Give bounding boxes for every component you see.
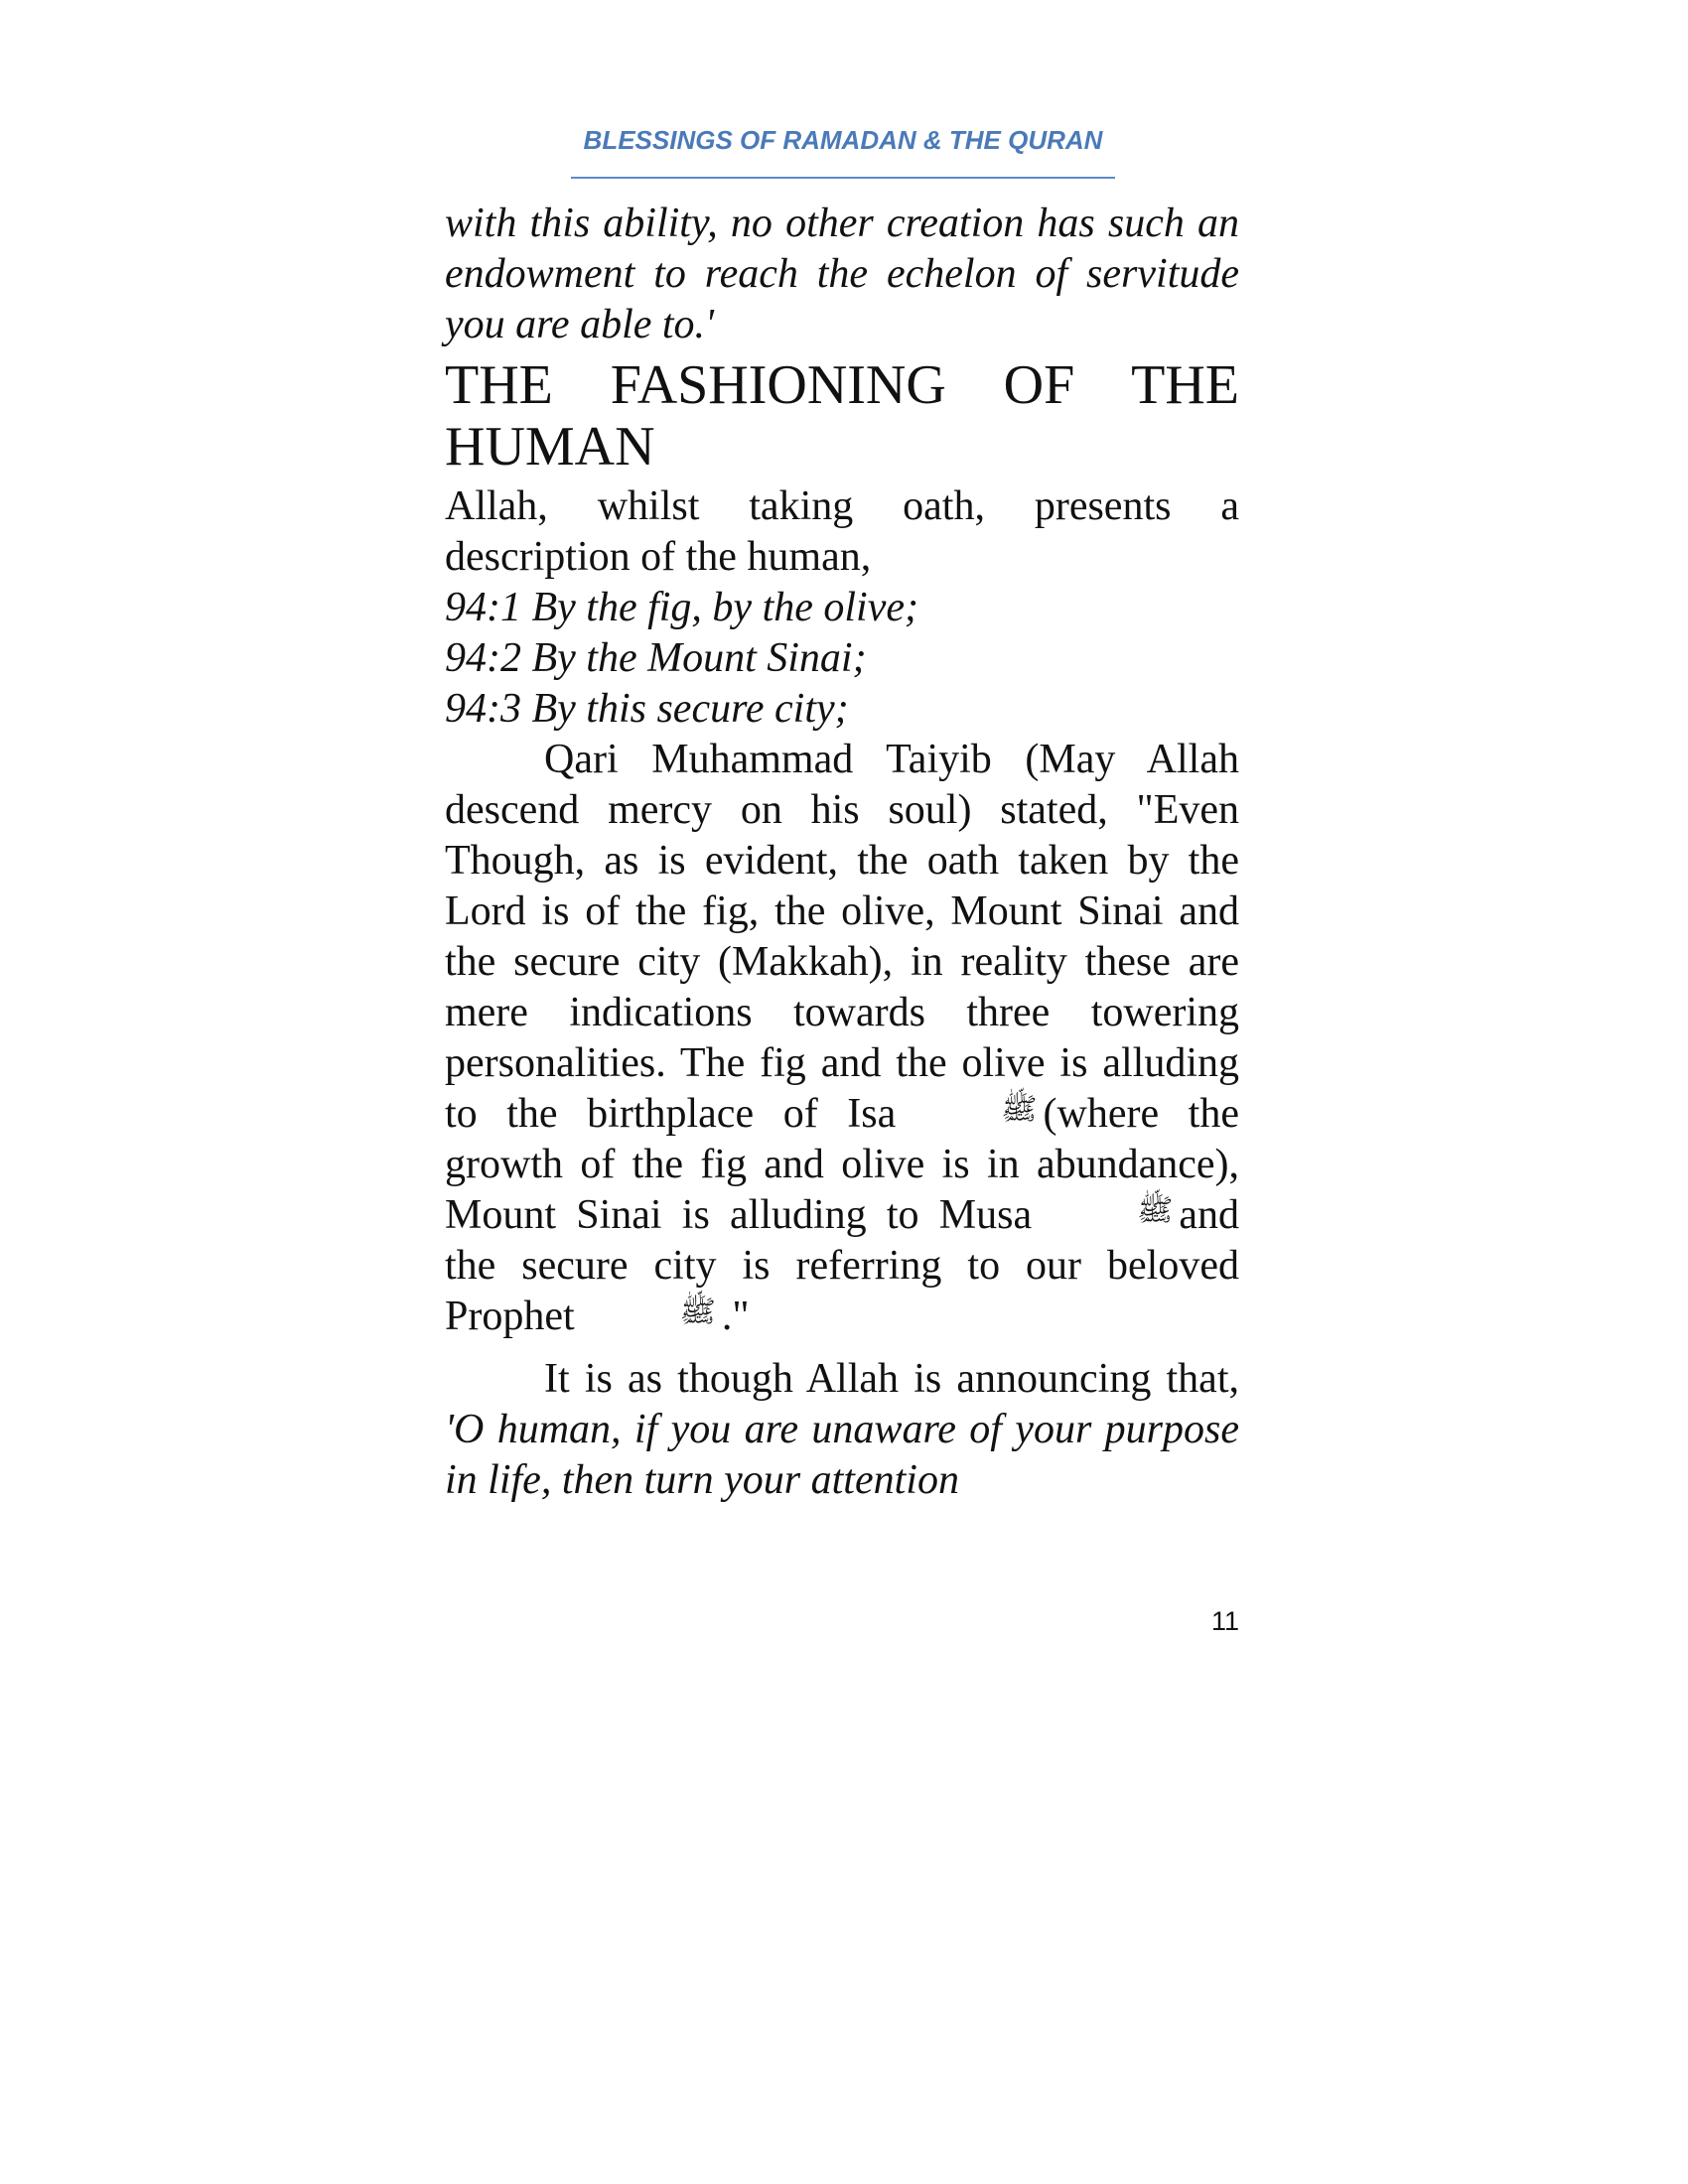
announcement-plain-text: It is as though Allah is announcing that, [544, 1356, 1239, 1402]
qari-text-part-4: ." [721, 1294, 750, 1339]
qari-paragraph [445, 735, 1239, 1342]
qari-text-part-2: (where the growth of the fig and olive is in abundance), Mount Sinai is alluding to Musa [445, 1091, 1239, 1238]
intro-paragraph: Allah, whilst taking oath, presents a description of the human, [445, 483, 1239, 580]
page-number: 11 [1210, 1606, 1239, 1636]
honorific-glyph: ﷺ [679, 1295, 716, 1329]
section-heading: THE FASHIONING OF THE HUMAN [445, 354, 1239, 478]
verse-list [445, 583, 1239, 735]
honorific-glyph: ﷺ [1137, 1193, 1174, 1228]
announcement-paragraph [445, 1354, 1239, 1506]
verse-94-1: 94:1 By the fig, by the olive; [445, 585, 918, 630]
page-body [445, 199, 1239, 1506]
verse-94-2: 94:2 By the Mount Sinai; [445, 635, 867, 681]
opening-quote: with this ability, no other creation has such an endowment to reach the echelon of servitude you are able to.' [445, 201, 1239, 347]
qari-text-part-3: and the secure city is referring to our beloved Prophet [445, 1192, 1239, 1339]
honorific-glyph: ﷺ [1001, 1092, 1038, 1127]
running-header-title: BLESSINGS OF RAMADAN & THE QURAN [583, 125, 1103, 155]
verse-94-3: 94:3 By this secure city; [445, 686, 849, 732]
announcement-italic-quote: 'O human, if you are unaware of your purpose in life, then turn your attention [445, 1407, 1239, 1503]
qari-text-part-1: Qari Muhammad Taiyib (May Allah descend mercy on his soul) stated, "Even Though, as is evident, the oath taken by the Lord is of the fig, the olive, Mount Sinai and the secure city (Makkah), in reality these are mere indications towards three towering personalities. The fig and the olive is alluding to the birthplace of Isa [445, 737, 1239, 1137]
header-divider [571, 177, 1115, 179]
